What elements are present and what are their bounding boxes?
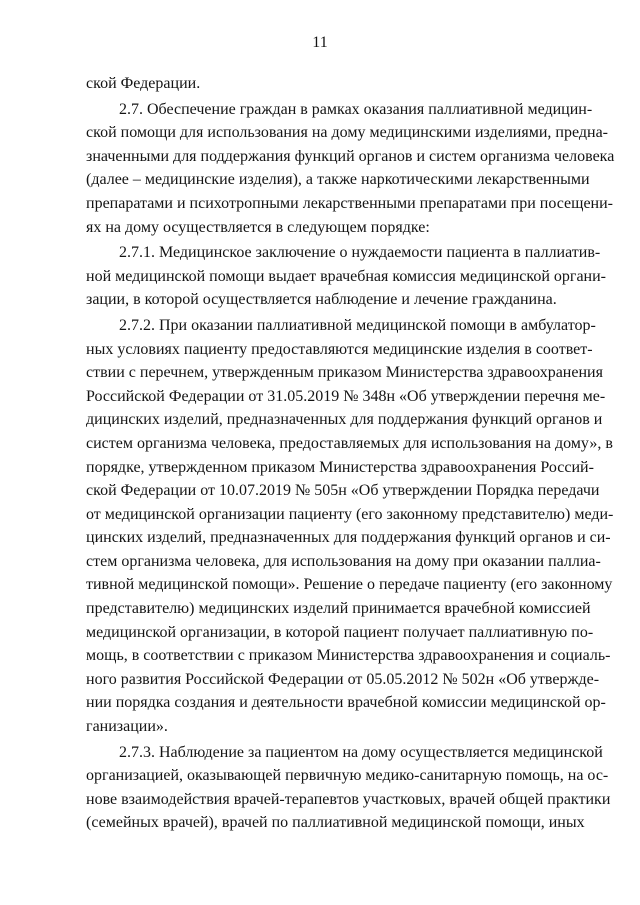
text-line: (семейных врачей), врачей по паллиативной медицинской помощи, иных <box>86 814 585 832</box>
text-line: порядке, утвержденном приказом Министерства здравоохранения Россий- <box>86 458 594 476</box>
text-line: ного развития Российской Федерации от 05.05.2012 № 502н «Об утвержде- <box>86 670 600 688</box>
text-line: ской Федерации от 10.07.2019 № 505н «Об утверждении Порядка передачи <box>86 482 600 500</box>
document-body <box>86 72 615 837</box>
text-line: ных условиях пациенту предоставляются медицинские изделия в соответ- <box>86 340 593 358</box>
text-line: 2.7.1. Медицинское заключение о нуждаемости пациента в паллиатив- <box>119 244 601 262</box>
text-line: препаратами и психотропными лекарственными препаратами при посещени- <box>86 194 613 212</box>
text-line: (далее – медицинские изделия), а также наркотическими лекарственными <box>86 171 590 189</box>
text-line: 2.7.2. При оказании паллиативной медицинской помощи в амбулатор- <box>119 316 596 334</box>
paragraph-continuation <box>86 72 584 96</box>
text-line: 2.7.3. Наблюдение за пациентом на дому осуществляется медицинской <box>119 743 603 761</box>
text-line: 2.7. Обеспечение граждан в рамках оказания паллиативной медицин- <box>119 100 593 118</box>
paragraph-2-7-3 <box>86 741 611 835</box>
text-line: ганизации». <box>86 718 168 736</box>
text-line: мощь, в соответствии с приказом Министерства здравоохранения и социаль- <box>86 647 611 665</box>
text-line: тивной медицинской помощи». Решение о передаче пациенту (его законному <box>86 576 613 594</box>
text-line: от медицинской организации пациенту (его законному представителю) меди- <box>86 505 614 523</box>
text-line: ской Федерации. <box>86 75 201 92</box>
text-line: Российской Федерации от 31.05.2019 № 348н «Об утверждении перечня ме- <box>86 387 606 405</box>
text-line: значенными для поддержания функций органов и систем организма человека <box>86 147 615 165</box>
text-line: нии порядка создания и деятельности врачебной комиссии медицинской ор- <box>86 694 606 712</box>
paragraph-2-7 <box>86 98 615 240</box>
text-line: систем организма человека, предоставляемых для использования на дому», в <box>86 434 613 452</box>
text-line: дицинских изделий, предназначенных для поддержания функций органов и <box>86 411 603 429</box>
text-line: ной медицинской помощи выдает врачебная комиссия медицинской органи- <box>86 267 607 285</box>
text-line: ствии с перечнем, утвержденным приказом Министерства здравоохранения <box>86 364 603 382</box>
text-line: медицинской организации, в которой пациент получает паллиативную по- <box>86 623 594 641</box>
text-line: цинских изделий, предназначенных для поддержания функций органов и си- <box>86 529 611 547</box>
text-line: организацией, оказывающей первичную медико-санитарную помощь, на ос- <box>86 767 609 785</box>
text-line: ской помощи для использования на дому медицинскими изделиями, предна- <box>86 124 608 142</box>
text-line: стем организма человека, для использования на дому при оказании паллиа- <box>86 552 601 570</box>
paragraph-2-7-2 <box>86 314 614 739</box>
page-number: 11 <box>312 34 328 51</box>
text-line: представителю) медицинских изделий принимается врачебной комиссией <box>86 600 591 618</box>
text-line: ях на дому осуществляется в следующем порядке: <box>86 218 430 236</box>
paragraph-2-7-1 <box>86 241 607 312</box>
text-line: нове взаимодействия врачей-терапевтов участковых, врачей общей практики <box>86 790 611 808</box>
text-line: зации, в которой осуществляется наблюдение и лечение гражданина. <box>86 291 557 309</box>
